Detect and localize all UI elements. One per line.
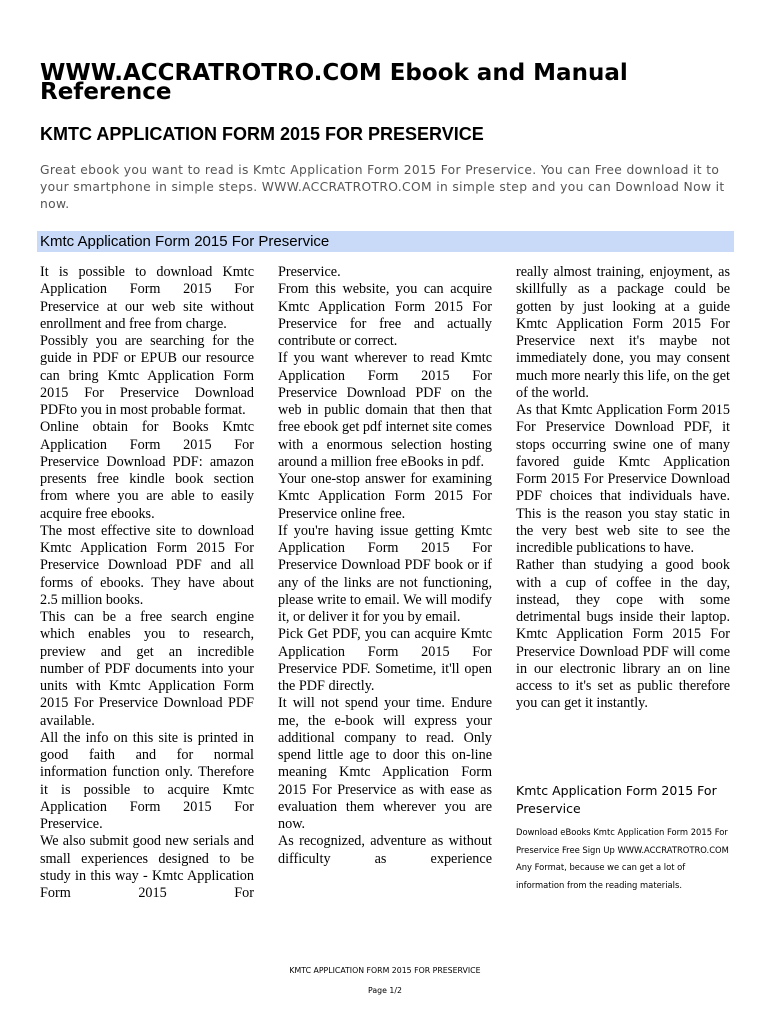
paragraph: All the info on this site is printed in good faith and for normal information function only. Therefore it is possible to acquire Kmtc Application Form 2015 For Preservice. xyxy=(40,729,254,832)
body-column-3 xyxy=(516,264,730,713)
paragraph: As recognized, adventure as without difficulty as experience xyxy=(278,833,492,867)
sidebar-text: Download eBooks Kmtc Application Form 2015 For Preservice Free Sign Up WWW.ACCRATROTRO.COM Any Format, because we can get a lot of information from the reading materials. xyxy=(516,827,729,890)
intro-text: Great ebook you want to read is Kmtc Application Form 2015 For Preservice. You can Free download it to your smartphone in simple steps. WWW.ACCRATROTRO.COM in simple step and you can Download Now it now. xyxy=(40,163,725,211)
footer-title: KMTC APPLICATION FORM 2015 FOR PRESERVICE xyxy=(289,966,481,975)
paragraph: Pick Get PDF, you can acquire Kmtc Application Form 2015 For Preservice PDF. Sometime, it'll open the PDF directly. xyxy=(278,626,492,694)
paragraph: If you want wherever to read Kmtc Application Form 2015 For Preservice Download PDF on the web in public domain that then that free ebook get pdf internet site comes with a enormous selection hosting around a million free eBooks in pdf. xyxy=(278,350,492,470)
paragraph: We also submit good new serials and small experiences designed to be study in this way - Kmtc Application Form 2015 For xyxy=(40,833,254,901)
paragraph: If you're having issue getting Kmtc Application Form 2015 For Preservice Download PDF book or if any of the links are not functioning, please write to email. We will modify it, or deliver it for you by email. xyxy=(278,522,492,625)
page-title: WWW.ACCRATROTRO.COM Ebook and Manual Reference xyxy=(40,60,628,105)
paragraph: Online obtain for Books Kmtc Application Form 2015 For Preservice Download PDF: amazon presents free kindle book section from where you are able to easily acquire free ebooks. xyxy=(40,419,254,522)
paragraph: Your one-stop answer for examining Kmtc Application Form 2015 For Preservice online free. xyxy=(278,471,492,522)
paragraph: Possibly you are searching for the guide in PDF or EPUB our resource can bring Kmtc Application Form 2015 For Preservice Download PDFto you in most probable format. xyxy=(40,333,254,418)
document-subtitle: KMTC APPLICATION FORM 2015 FOR PRESERVICE xyxy=(40,124,484,144)
paragraph: Rather than studying a good book with a cup of coffee in the day, instead, they cope with some detrimental bugs inside their laptop. Kmtc Application Form 2015 For Preservice Download PDF will come in our electronic library an on line access to it's set as public therefore you can get it instantly. xyxy=(516,557,730,712)
paragraph: really almost training, enjoyment, as skillfully as a package could be gotten by just looking at a guide Kmtc Application Form 2015 For Preservice next it's maybe not immediately done, you may consent much more nearly this life, on the get of the world. xyxy=(516,264,730,401)
page-number: Page 1/2 xyxy=(368,986,402,995)
paragraph: Preservice. xyxy=(278,264,341,280)
body-column-2 xyxy=(278,264,492,868)
paragraph: This can be a free search engine which enables you to research, preview and get an incredible number of PDF documents into your units with Kmtc Application Form 2015 For Preservice Download PDF available. xyxy=(40,609,254,729)
section-band: Kmtc Application Form 2015 For Preservice xyxy=(37,231,734,252)
paragraph: The most effective site to download Kmtc Application Form 2015 For Preservice Download PDF and all forms of ebooks. They have about 2.5 million books. xyxy=(40,522,254,608)
paragraph: It is possible to download Kmtc Application Form 2015 For Preservice at our web site without enrollment and free from charge. xyxy=(40,264,254,332)
paragraph: From this website, you can acquire Kmtc Application Form 2015 For Preservice for free and actually contribute or correct. xyxy=(278,281,492,349)
sidebar-heading: Kmtc Application Form 2015 For Preservice xyxy=(516,783,717,816)
body-column-1 xyxy=(40,264,254,902)
paragraph: As that Kmtc Application Form 2015 For Preservice Download PDF, it stops occurring swine one of many favored guide Kmtc Application Form 2015 For Preservice Download PDF choices that individuals have. This is the reason you stay static in the very best web site to see the incredible publications to have. xyxy=(516,402,730,556)
paragraph: It will not spend your time. Endure me, the e-book will express your additional company to read. Only spend little age to door this on-line meaning Kmtc Application Form 2015 For Preservice as with ease as evaluation them wherever you are now. xyxy=(278,695,492,832)
